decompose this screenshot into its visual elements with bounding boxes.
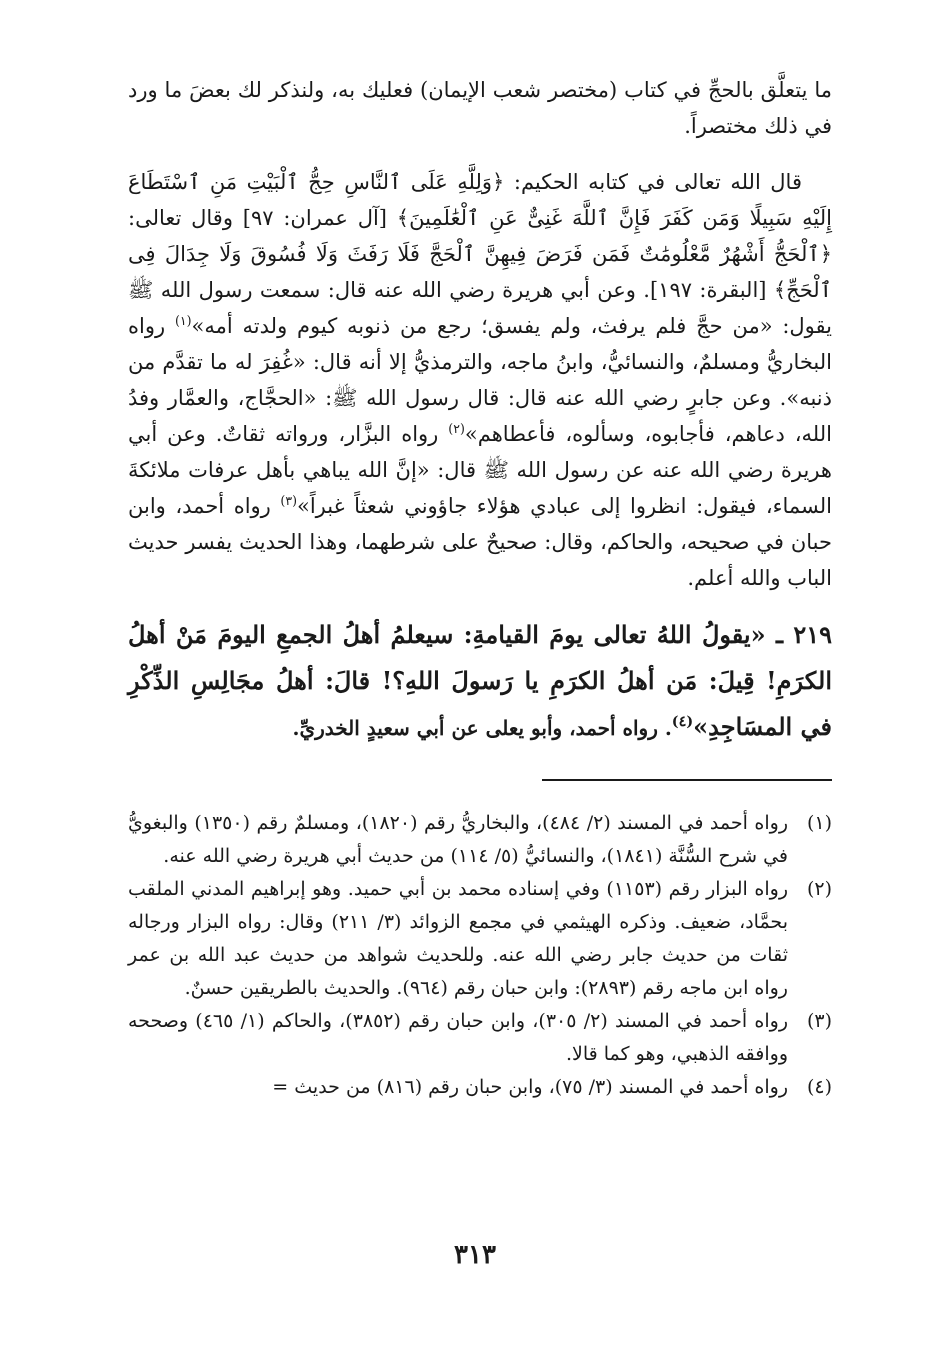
footnote-text: رواه أحمد في المسند (٢/ ٤٨٤)، والبخاريُّ رقم (١٨٢٠)، ومسلمٌ رقم (١٣٥٠) والبغويُّ في شرح السُّنَّة (١٨٤١)، والنسائيُّ (٥/ ١١٤) من حديث أبي هريرة رضي الله عنه. xyxy=(128,812,788,867)
hadith-219 xyxy=(128,612,832,751)
footnote-number: (١) xyxy=(806,812,832,834)
footnote-2 xyxy=(128,873,832,1005)
footnote-ref-4[interactable]: (٤) xyxy=(671,713,694,730)
footnote-4 xyxy=(128,1071,832,1104)
footnote-divider xyxy=(542,779,832,781)
footnote-number: (٣) xyxy=(806,1010,832,1032)
footnote-3 xyxy=(128,1005,832,1071)
footnote-text: رواه أحمد في المسند (٣/ ٧٥)، وابن حبان رقم (٨١٦) من حديث = xyxy=(272,1076,788,1098)
footnotes-section xyxy=(128,807,832,1104)
intro-paragraph: ما يتعلَّق بالحجِّ في كتاب (مختصر شعب الإيمان) فعليك به، ولنذكر لك بعضَ ما ورد في ذلك مختصراً. xyxy=(128,78,832,138)
main-text-part-1: قال الله تعالى في كتابه الحكيم: ﴿وَلِلَّهِ عَلَى ٱلنَّاسِ حِجُّ ٱلْبَيْتِ مَنِ ٱسْتَطَاعَ إِلَيْهِ سَبِيلًا وَمَن كَفَرَ فَإِنَّ ٱللَّهَ غَنِىٌّ عَنِ ٱلْعَٰلَمِينَ﴾ [آل عمران: ٩٧] وقال تعالى: ﴿ٱلْحَجُّ أَشْهُرٌ مَّعْلُومَٰتٌ فَمَن فَرَضَ فِيهِنَّ ٱلْحَجَّ فَلَا رَفَثَ وَلَا فُسُوقَ وَلَا جِدَالَ فِى ٱلْحَجِّ﴾ [البقرة: ١٩٧]. وعن أبي هريرة رضي الله عنه قال: سمعت رسول الله ﷺ يقول: «من حجَّ فلم يرفث، ولم يفسق؛ رجع من ذنوبه كيوم ولدته أمه» xyxy=(128,170,832,338)
footnote-ref-1[interactable]: (١) xyxy=(174,313,192,328)
footnote-text: رواه البزار رقم (١١٥٣) وفي إسناده محمد بن أبي حميد. وهو إبراهيم المدني الملقب بحمَّاد، ضعيف. وذكره الهيثمي في مجمع الزوائد (٣/ ٢١١) وقال: رواه البزار ورجاله ثقات من حديث جابر رضي الله عنه. وللحديث شواهد من حديث عبد الله بن عمر رواه ابن ماجه رقم (٢٨٩٣): وابن حبان رقم (٩٦٤). والحديث بالطريقين حسنٌ. xyxy=(128,878,788,999)
main-text-part-3: رواه البزَّار، ورواته ثقاتٌ. وعن أبي هريرة رضي الله عنه عن رسول الله ﷺ قال: «إنَّ الله يباهي بأهل عرفات ملائكةَ السماء، فيقول: انظروا إلى عبادي هؤلاء جاؤوني شعثاً غبراً» xyxy=(128,422,832,518)
footnote-ref-2[interactable]: (٢) xyxy=(448,421,465,436)
main-paragraph xyxy=(128,164,832,596)
page-number: ٣١٣ xyxy=(454,1240,496,1270)
footnote-1 xyxy=(128,807,832,873)
main-text-part-2: رواه البخاريُّ ومسلمٌ، والنسائيُّ، وابنُ ماجه، والترمذيُّ إلا أنه قال: «غُفِرَ له ما تقدَّم من ذنبه». وعن جابرٍ رضي الله عنه قال: قال رسول الله ﷺ: «الحجَّاج، والعمَّار وفدُ الله، دعاهم، فأجابوه، وسألوه، فأعطاهم» xyxy=(128,314,832,446)
footnote-number: (٢) xyxy=(806,878,832,900)
hadith-source: . رواه أحمد، وأبو يعلى عن أبي سعيدٍ الخدريِّ. xyxy=(292,716,672,740)
hadith-text: ٢١٩ ـ «يقولُ اللهُ تعالى يومَ القيامةِ: سيعلمُ أهلُ الجمعِ اليومَ مَنْ أهلُ الكرَمِ! قِيلَ: مَن أهلُ الكرَمِ يا رَسولَ اللهِ؟! قالَ: أهلُ مجَالِسِ الذِّكْرِ في المسَاجِدِ» xyxy=(128,620,833,741)
footnote-ref-3[interactable]: (٣) xyxy=(280,493,297,508)
footnote-text: رواه أحمد في المسند (٢/ ٣٠٥)، وابن حبان رقم (٣٨٥٢)، والحاكم (١/ ٤٦٥) وصححه ووافقه الذهبي، وهو كما قالا. xyxy=(128,1010,788,1065)
main-text-part-4: رواه أحمد، وابن حبان في صحيحه، والحاكم، وقال: صحيحٌ على شرطهما، وهذا الحديث يفسر حديث الباب والله أعلم. xyxy=(128,494,832,590)
footnote-number: (٤) xyxy=(806,1076,832,1098)
